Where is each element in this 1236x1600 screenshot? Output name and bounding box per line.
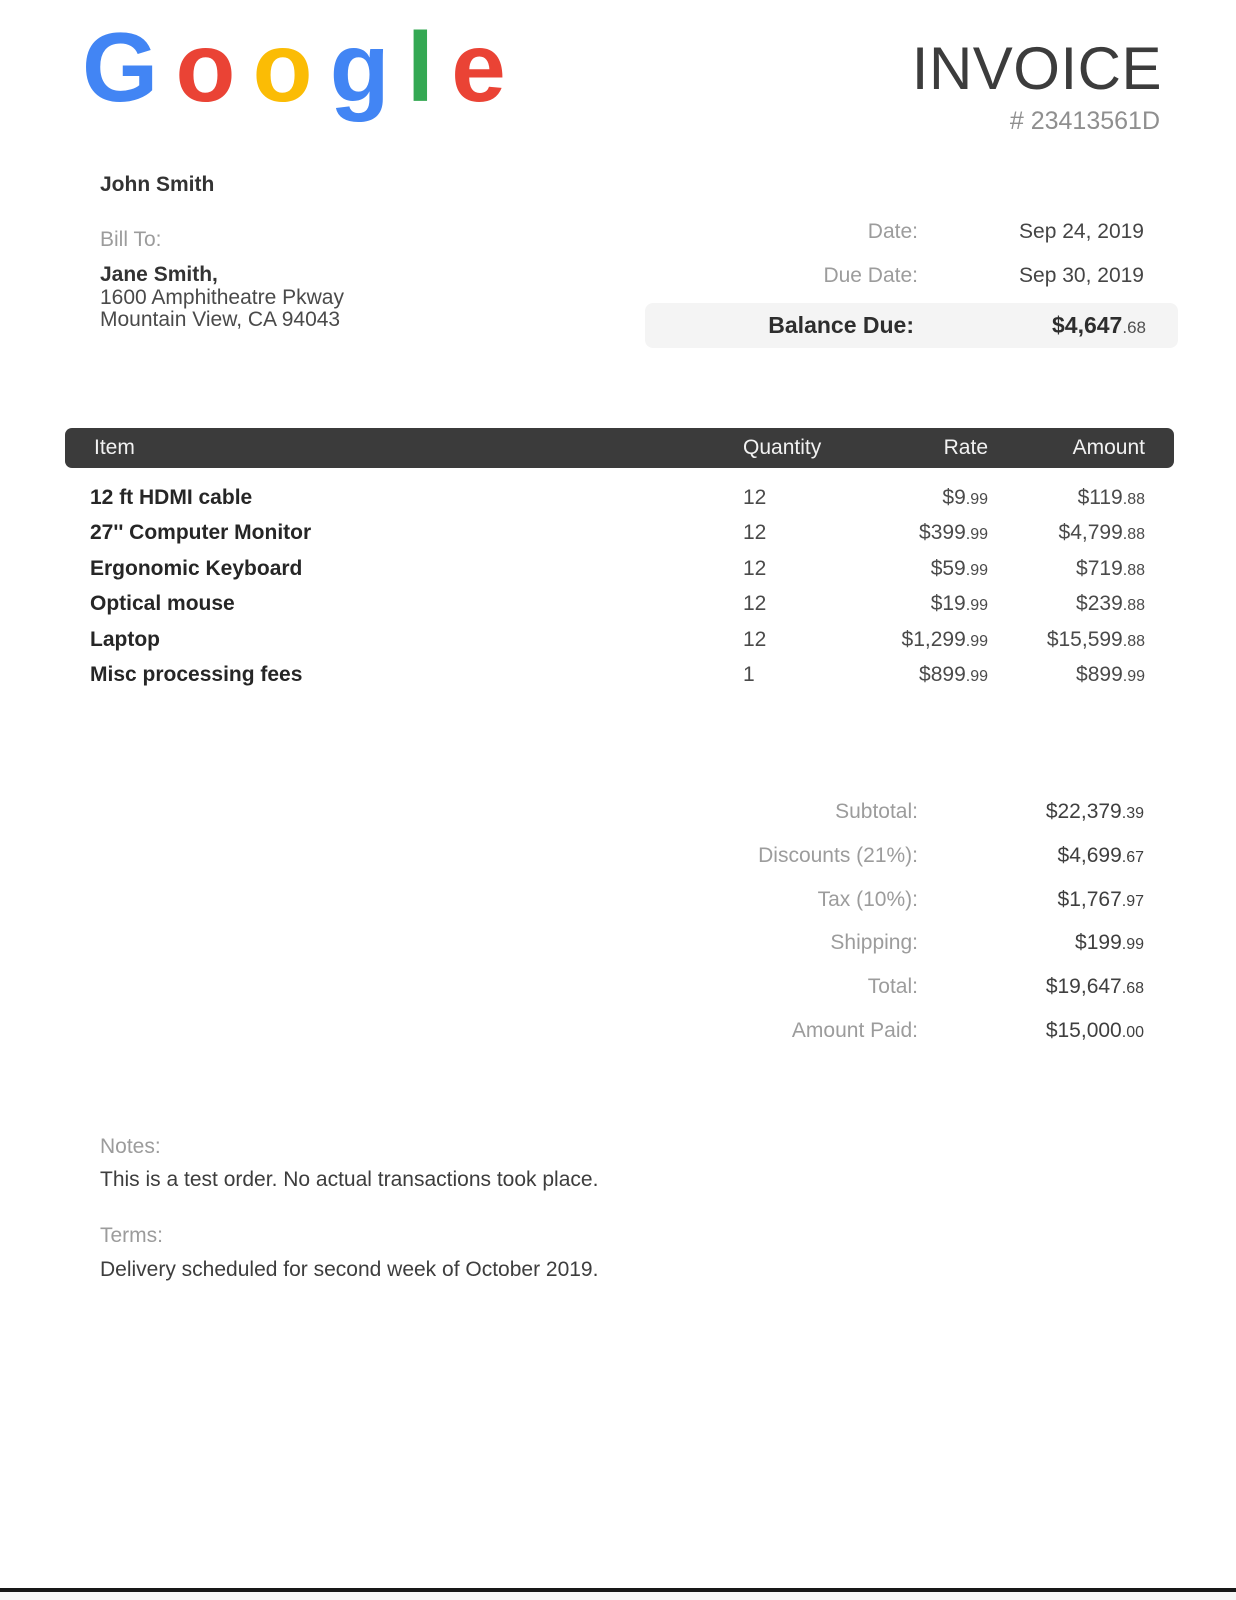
rate-cell [931, 586, 988, 623]
amount-main: $15,599 [1046, 627, 1123, 651]
logo-letter: g [329, 12, 385, 122]
total-label: Shipping: [830, 931, 918, 955]
table-row [65, 551, 1174, 586]
total-row [0, 834, 1236, 878]
google-logo [82, 11, 501, 124]
total-value-cents: .00 [1121, 1023, 1144, 1041]
bill-to-address-line2: Mountain View, CA 94043 [100, 308, 341, 331]
logo-letter: e [451, 12, 501, 122]
terms-label: Terms: [100, 1224, 163, 1247]
table-row [65, 586, 1174, 621]
logo-letter: o [175, 12, 231, 122]
quantity-cell: 12 [743, 521, 767, 545]
total-value-cents: .97 [1121, 892, 1144, 910]
table-row [65, 622, 1174, 657]
total-value-cents: .67 [1121, 848, 1144, 866]
total-value-main: $199 [1075, 931, 1122, 955]
total-value-main: $19,647 [1045, 975, 1122, 999]
rate-cell [931, 551, 988, 588]
amount-cents: .88 [1122, 561, 1145, 579]
item-name-cell: 12 ft HDMI cable [90, 486, 253, 509]
total-value [1058, 834, 1144, 880]
invoice-number: # 23413561D [1009, 107, 1160, 135]
invoice-title: INVOICE [911, 35, 1162, 102]
total-value [1046, 1009, 1144, 1055]
column-header-item: Item [94, 436, 135, 459]
balance-due-value [1052, 312, 1146, 339]
notes-text: This is a test order. No actual transactions took place. [100, 1168, 599, 1191]
rate-cell [919, 515, 988, 552]
quantity-cell: 12 [743, 556, 767, 580]
amount-cents: .88 [1122, 491, 1145, 508]
amount-cents: .88 [1122, 632, 1145, 650]
rate-cents: .99 [965, 632, 988, 650]
total-row [0, 878, 1236, 922]
rate-cell [919, 657, 988, 694]
item-name-cell: Ergonomic Keyboard [90, 556, 303, 580]
total-row [0, 1009, 1236, 1053]
date-label: Date: [867, 220, 918, 243]
table-row [65, 480, 1174, 515]
rate-cents: .99 [965, 667, 988, 685]
column-header-amount: Amount [1072, 436, 1145, 459]
total-value [1046, 965, 1144, 1011]
amount-cents: .88 [1122, 597, 1145, 615]
quantity-cell: 12 [743, 592, 767, 616]
rate-cell [902, 622, 988, 659]
total-value-main: $1,767 [1057, 887, 1122, 911]
column-header-quantity: Quantity [743, 436, 822, 459]
balance-due-cents: .68 [1122, 318, 1146, 337]
total-label: Subtotal: [835, 800, 918, 823]
logo-letter: l [406, 12, 430, 122]
rate-cents: .99 [965, 491, 988, 508]
rate-main: $9 [942, 486, 966, 509]
amount-cell [1076, 586, 1145, 623]
bill-to-label: Bill To: [100, 228, 162, 251]
amount-main: $899 [1076, 662, 1123, 686]
amount-cell [1047, 622, 1145, 659]
notes-label: Notes: [100, 1135, 161, 1158]
totals-section [0, 790, 1236, 1053]
amount-cell [1076, 551, 1145, 588]
page-bottom-strip [0, 1592, 1236, 1600]
amount-cents: .99 [1122, 667, 1145, 685]
item-name-cell: Optical mouse [90, 592, 235, 616]
bill-to-name: Jane Smith, [100, 263, 218, 286]
quantity-cell: 12 [743, 627, 767, 651]
terms-text: Delivery scheduled for second week of October 2019. [100, 1258, 599, 1281]
total-value-cents: .99 [1121, 936, 1144, 954]
item-name-cell: 27'' Computer Monitor [90, 521, 312, 545]
sender-name: John Smith [100, 173, 215, 196]
total-label: Amount Paid: [791, 1018, 918, 1042]
rate-cents: .99 [965, 561, 988, 579]
rate-main: $59 [930, 556, 966, 580]
total-value-cents: .39 [1121, 805, 1144, 822]
amount-main: $119 [1077, 486, 1123, 509]
column-header-rate: Rate [943, 436, 988, 459]
total-row [0, 965, 1236, 1009]
balance-due-label: Balance Due: [768, 312, 914, 338]
total-value [1058, 878, 1144, 924]
due-date-label: Due Date: [823, 264, 918, 287]
total-value-main: $4,699 [1057, 843, 1122, 867]
quantity-cell: 1 [743, 662, 755, 686]
items-table [65, 480, 1174, 692]
item-name-cell: Misc processing fees [90, 662, 303, 686]
bill-to-address-line1: 1600 Amphitheatre Pkway [100, 286, 344, 309]
amount-main: $239 [1076, 592, 1123, 616]
rate-main: $1,299 [901, 627, 966, 651]
rate-cell [942, 480, 988, 517]
total-value-cents: .68 [1121, 980, 1144, 998]
rate-cents: .99 [965, 597, 988, 615]
total-value-main: $22,379 [1045, 800, 1122, 823]
date-value: Sep 24, 2019 [1019, 220, 1144, 243]
amount-cell [1059, 515, 1145, 552]
total-row [0, 921, 1236, 965]
rate-main: $899 [919, 662, 966, 686]
item-name-cell: Laptop [90, 627, 160, 651]
total-row [0, 790, 1236, 834]
rate-cents: .99 [965, 526, 988, 544]
amount-cell [1078, 480, 1145, 517]
total-label: Discounts (21%): [758, 843, 918, 867]
total-value [1075, 921, 1144, 967]
table-row [65, 657, 1174, 692]
total-label: Tax (10%): [817, 887, 918, 911]
rate-main: $399 [919, 521, 966, 545]
amount-cents: .88 [1122, 526, 1145, 544]
amount-cell [1076, 657, 1145, 694]
table-row [65, 515, 1174, 550]
logo-letter: G [82, 12, 154, 122]
total-value-main: $15,000 [1045, 1018, 1122, 1042]
quantity-cell: 12 [743, 486, 767, 509]
total-label: Total: [867, 975, 918, 999]
rate-main: $19 [930, 592, 966, 616]
items-table-header [65, 428, 1174, 468]
amount-main: $4,799 [1058, 521, 1123, 545]
total-value [1046, 790, 1144, 836]
amount-main: $719 [1076, 556, 1123, 580]
balance-due-main: $4,647 [1052, 312, 1123, 338]
logo-letter: o [252, 12, 308, 122]
due-date-value: Sep 30, 2019 [1019, 264, 1144, 287]
